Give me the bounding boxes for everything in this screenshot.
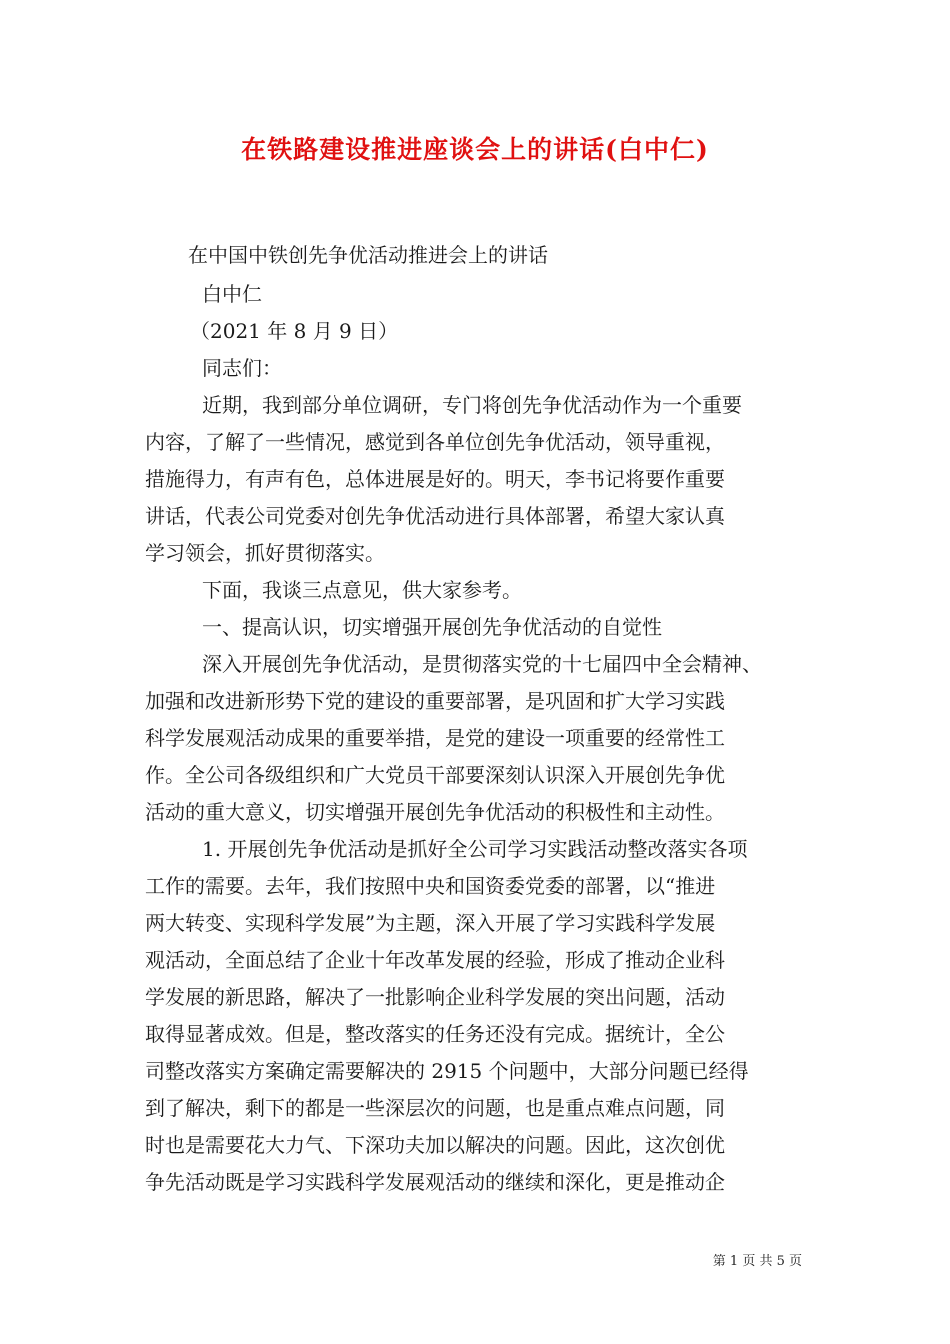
body-line: 讲话，代表公司党委对创先争优活动进行具体部署，希望大家认真 [145, 504, 725, 528]
body-line: 措施得力，有声有色，总体进展是好的。明天，李书记将要作重要 [145, 467, 725, 491]
body-line: 观活动，全面总结了企业十年改革发展的经验，形成了推动企业科 [145, 948, 725, 972]
page-number: 第 1 页 共 5 页 [712, 1254, 802, 1269]
body-line: 加强和改进新形势下党的建设的重要部署，是巩固和扩大学习实践 [145, 689, 725, 713]
body-line: 争先活动既是学习实践科学发展观活动的继续和深化，更是推动企 [145, 1170, 725, 1194]
body-line: 下面，我谈三点意见，供大家参考。 [202, 578, 522, 602]
section-heading: 一、提高认识，切实增强开展创先争优活动的自觉性 [202, 615, 662, 639]
body-line: 1. 开展创先争优活动是抓好全公司学习实践活动整改落实各项 [202, 837, 748, 861]
body-line: 深入开展创先争优活动，是贯彻落实党的十七届四中全会精神、 [202, 652, 762, 676]
body-line: 工作的需要。去年，我们按照中央和国资委党委的部署，以“推进 [145, 874, 716, 898]
body-line: 到了解决，剩下的都是一些深层次的问题，也是重点难点问题，同 [145, 1096, 725, 1120]
body-line: 两大转变、实现科学发展”为主题，深入开展了学习实践科学发展 [145, 911, 716, 935]
speech-title: 在中国中铁创先争优活动推进会上的讲话 [188, 243, 548, 267]
body-line: 司整改落实方案确定需要解决的 2915 个问题中，大部分问题已经得 [145, 1059, 749, 1083]
salutation: 同志们： [202, 356, 282, 380]
body-line: 内容，了解了一些情况，感觉到各单位创先争优活动，领导重视， [145, 430, 725, 454]
speaker-name: 白中仁 [202, 282, 262, 306]
body-line: 近期，我到部分单位调研，专门将创先争优活动作为一个重要 [202, 393, 742, 417]
speech-date: （2021 年 8 月 9 日） [190, 319, 399, 343]
document-title: 在铁路建设推进座谈会上的讲话(白中仁) [241, 135, 709, 164]
body-line: 作。全公司各级组织和广大党员干部要深刻认识深入开展创先争优 [145, 763, 725, 787]
body-line: 活动的重大意义，切实增强开展创先争优活动的积极性和主动性。 [145, 800, 725, 824]
body-line: 取得显著成效。但是，整改落实的任务还没有完成。据统计，全公 [145, 1022, 725, 1046]
body-line: 时也是需要花大力气、下深功夫加以解决的问题。因此，这次创优 [145, 1133, 725, 1157]
body-line: 科学发展观活动成果的重要举措，是党的建设一项重要的经常性工 [145, 726, 725, 750]
body-line: 学发展的新思路，解决了一批影响企业科学发展的突出问题，活动 [145, 985, 725, 1009]
body-line: 学习领会，抓好贯彻落实。 [145, 541, 385, 565]
